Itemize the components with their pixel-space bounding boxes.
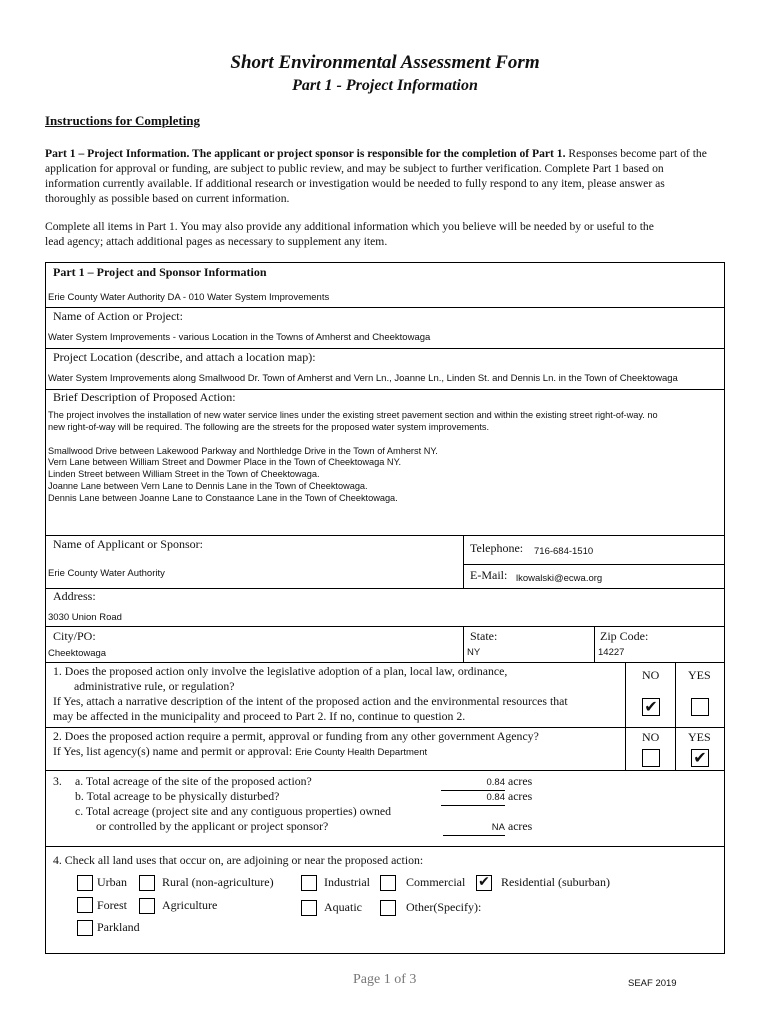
forest-label: Forest [97,898,127,912]
location-label: Project Location (describe, and attach a location map): [53,350,316,364]
q3-c-label: c. Total acreage (project site and any contiguous properties) owned [75,804,392,818]
commercial-label: Commercial [406,875,466,889]
q1-line: If Yes, attach a narrative description of the intent of the proposed action and the environmental resources that [53,694,568,708]
q3-c-label-2: or controlled by the applicant or project sponsor? [96,819,329,833]
brief-line: Vern Lane between William Street and Dowmer Place in the Town of Cheektowaga NY. [48,457,402,468]
form-title: Short Environmental Assessment Form [230,52,540,73]
q2-line: 2. Does the proposed action require a permit, approval or funding from any other government Agency? [53,729,539,743]
q3-b-label: b. Total acreage to be physically disturbed? [75,789,280,803]
q3-b-row [441,789,532,806]
brief-description-value[interactable] [48,410,723,505]
form-code: SEAF 2019 [628,978,677,989]
question-1 [53,664,623,724]
q3-b-value[interactable]: 0.84 [441,790,505,806]
q1-line: may be affected in the municipality and proceed to Part 2. If no, continue to question 2. [53,709,466,723]
zip-label: Zip Code: [600,629,649,643]
action-value[interactable]: Water System Improvements - various Location in the Towns of Amherst and Cheektowaga [48,332,431,343]
aquatic-label: Aquatic [324,900,362,914]
action-label: Name of Action or Project: [53,309,183,323]
q2-yes-label: YES [688,730,711,744]
q2-no-checkbox[interactable] [642,749,660,767]
zip-value[interactable]: 14227 [598,647,625,658]
intro-p2-line-2: lead agency; attach additional pages as necessary to supplement any item. [45,235,388,248]
part1-bold-intro: Part 1 – Project Information. The applicant or project sponsor is responsible for the completion of Part 1. [45,147,566,160]
intro-line-3: information currently available. If additional research or investigation would be needed to fully respond to any item, please answer as [45,177,665,190]
question-4: 4. Check all land uses that occur on, are adjoining or near the proposed action: [53,853,424,867]
q3-a-value[interactable]: 0.84 [441,775,505,791]
question-2 [53,729,623,760]
rural-checkbox[interactable] [139,875,155,891]
q3-a-label: a. Total acreage of the site of the proposed action? [75,774,312,788]
q1-yes-checkbox[interactable] [691,698,709,716]
parkland-checkbox[interactable] [77,920,93,936]
sponsor-project-value[interactable]: Erie County Water Authority DA - 010 Water System Improvements [48,292,330,303]
q3-c-value[interactable]: NA [443,820,505,836]
section-title: Part 1 – Project and Sponsor Information [53,265,267,279]
q2-yes-checkbox[interactable]: ✔ [691,749,709,767]
q1-line: administrative rule, or regulation? [74,679,235,693]
agriculture-checkbox[interactable] [139,898,155,914]
industrial-label: Industrial [324,875,370,889]
residential-label: Residential (suburban) [501,875,610,889]
location-value[interactable]: Water System Improvements along Smallwood Dr. Town of Amherst and Vern Ln., Joanne Ln., Linden St. and Dennis Ln. in the Town of Cheektowaga [48,373,678,384]
brief-line: Joanne Lane between Vern Lane to Dennis Lane in the Town of Cheektowaga. [48,480,368,491]
q3-number: 3. [53,774,62,788]
form-frame [45,262,725,954]
other-label: Other(Specify): [406,900,482,914]
brief-line: The project involves the installation of new water service lines under the existing street pavement section and within the existing street right-of-way. no [48,410,658,420]
instructions-heading: Instructions for Completing [45,113,201,128]
q2-line: If Yes, list agency(s) name and permit or approval: [53,744,293,758]
instructions-paragraph-2 [45,219,735,249]
q2-no-label: NO [642,730,660,744]
parkland-label: Parkland [97,920,140,934]
urban-label: Urban [97,875,127,889]
city-value[interactable]: Cheektowaga [48,648,107,659]
agriculture-label: Agriculture [162,898,218,912]
brief-line: Linden Street between William Street in the Town of Cheektowaga. [48,469,320,480]
brief-line: Smallwood Drive between Lakewood Parkway and Northledge Drive in the Town of Amherst NY. [48,445,438,456]
brief-description-label: Brief Description of Proposed Action: [53,390,236,404]
email-label: E-Mail: [470,568,508,582]
address-value[interactable]: 3030 Union Road [48,612,122,623]
q3-unit: acres [507,774,533,788]
form-subtitle: Part 1 - Project Information [292,77,478,94]
telephone-label: Telephone: [470,541,524,555]
telephone-value[interactable]: 716-684-1510 [534,546,594,557]
intro-p2-line-1: Complete all items in Part 1. You may also provide any additional information which you believe will be needed by or useful to the [45,220,654,233]
intro-line-1: Responses become part of the [565,147,707,160]
industrial-checkbox[interactable] [301,875,317,891]
email-value[interactable]: lkowalski@ecwa.org [516,573,603,584]
city-label: City/PO: [53,629,96,643]
urban-checkbox[interactable] [77,875,93,891]
page-number: Page 1 of 3 [353,972,417,987]
q1-line: 1. Does the proposed action only involve the legislative adoption of a plan, local law, ordinance, [53,664,508,678]
address-label: Address: [53,589,96,603]
state-label: State: [470,629,498,643]
state-value[interactable]: NY [467,647,481,658]
q3-unit: acres [507,819,533,833]
intro-line-2: application for approval or funding, are subject to public review, and may be subject to further verification. Complete Part 1 based on [45,162,664,175]
brief-line: new right-of-way will be required. The following are the streets for the proposed water system improvements. [48,421,490,432]
q3-unit: acres [507,789,533,803]
instructions-paragraph-1 [45,146,735,206]
applicant-label: Name of Applicant or Sponsor: [53,537,203,551]
question-3 [75,774,391,834]
q1-yes-label: YES [688,668,711,682]
forest-checkbox[interactable] [77,897,93,913]
other-checkbox[interactable] [380,900,396,916]
applicant-value[interactable]: Erie County Water Authority [48,568,165,579]
commercial-checkbox[interactable] [380,875,396,891]
residential-checkbox[interactable]: ✔ [476,875,492,891]
aquatic-checkbox[interactable] [301,900,317,916]
brief-line: Dennis Lane between Joanne Lane to Constaance Lane in the Town of Cheektowaga. [48,492,398,503]
rural-label: Rural (non-agriculture) [162,875,274,889]
q1-no-checkbox[interactable]: ✔ [642,698,660,716]
q3-c-row [443,819,532,836]
intro-line-4: thoroughly as possible based on current information. [45,192,290,205]
q2-agency-value[interactable]: Erie County Health Department [295,747,428,758]
q1-no-label: NO [642,668,660,682]
